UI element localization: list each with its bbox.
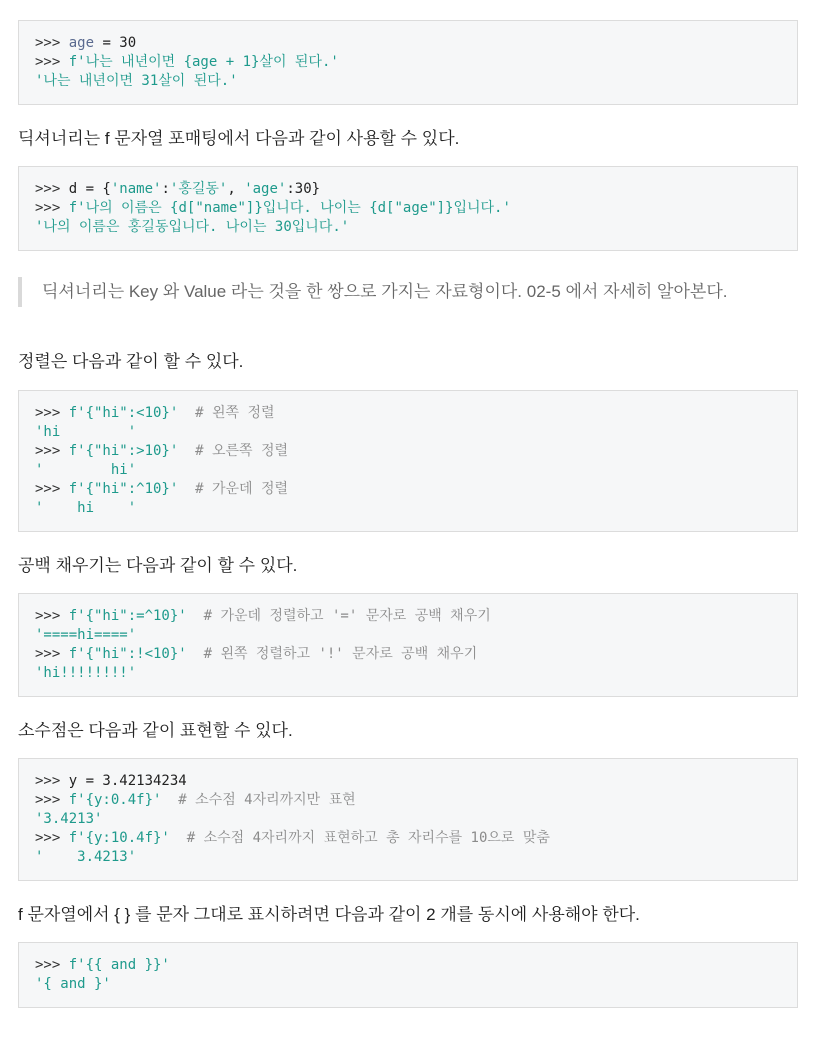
string-token: f'{y:0.4f}' bbox=[68, 792, 162, 808]
string-token: f'{y:10.4f}' bbox=[68, 830, 170, 846]
code-block-decimal bbox=[18, 758, 798, 881]
code-line bbox=[35, 791, 781, 810]
code-block-age bbox=[18, 20, 798, 105]
variable-token: age bbox=[68, 35, 95, 51]
paragraph-align-intro: 정렬은 다음과 같이 할 수 있다. bbox=[18, 352, 244, 371]
prompt-token: >>> bbox=[35, 646, 69, 662]
code-line bbox=[35, 626, 781, 645]
prompt-token: >>> bbox=[35, 181, 69, 197]
prompt-token: >>> bbox=[35, 481, 69, 497]
string-token: ' hi' bbox=[35, 462, 137, 478]
code-line bbox=[35, 664, 781, 683]
string-token: '홍길동' bbox=[169, 181, 228, 197]
string-token: f'{"hi":<10}' bbox=[68, 405, 179, 421]
comment-token: # 소수점 4자리까지 표현하고 총 자리수를 10으로 맞춤 bbox=[169, 830, 550, 846]
comment-token: # 가운데 정렬하고 '=' 문자로 공백 채우기 bbox=[186, 608, 491, 624]
code-block-braces bbox=[18, 942, 798, 1008]
paragraph-dict-intro: 딕셔너리는 f 문자열 포매팅에서 다음과 같이 사용할 수 있다. bbox=[18, 129, 460, 148]
string-token: f'{"hi":^10}' bbox=[68, 481, 179, 497]
code-token: :30} bbox=[286, 181, 321, 197]
string-token: f'나의 이름은 {d["name"]}입니다. 나이는 {d["age"]}입니다.' bbox=[68, 200, 511, 216]
string-token: 'hi ' bbox=[35, 424, 137, 440]
prompt-token: >>> bbox=[35, 405, 69, 421]
note-text: 딕셔너리는 Key 와 Value 라는 것을 한 쌍으로 가지는 자료형이다. 02-5 에서 자세히 알아본다. bbox=[42, 282, 728, 301]
code-line bbox=[35, 975, 781, 994]
paragraph-decimal-intro: 소수점은 다음과 같이 표현할 수 있다. bbox=[18, 721, 293, 740]
code-token: , bbox=[227, 181, 245, 197]
comment-token: # 왼쪽 정렬 bbox=[178, 405, 275, 421]
code-line bbox=[35, 53, 781, 72]
code-line bbox=[35, 442, 781, 461]
code-line bbox=[35, 829, 781, 848]
prompt-token: >>> bbox=[35, 35, 69, 51]
string-token: 'name' bbox=[110, 181, 162, 197]
code-block-fill bbox=[18, 593, 798, 697]
code-block-align bbox=[18, 390, 798, 532]
string-token: f'{"hi":=^10}' bbox=[68, 608, 187, 624]
code-line bbox=[35, 810, 781, 829]
code-line bbox=[35, 645, 781, 664]
code-line bbox=[35, 404, 781, 423]
string-token: 'hi!!!!!!!!' bbox=[35, 665, 137, 681]
comment-token: # 가운데 정렬 bbox=[178, 481, 289, 497]
comment-token: # 왼쪽 정렬하고 '!' 문자로 공백 채우기 bbox=[186, 646, 478, 662]
note-blockquote bbox=[18, 277, 727, 307]
prompt-token: >>> bbox=[35, 792, 69, 808]
prompt-token: >>> bbox=[35, 608, 69, 624]
code-line bbox=[35, 218, 781, 237]
code-line bbox=[35, 772, 781, 791]
code-line bbox=[35, 199, 781, 218]
paragraph-fill-intro: 공백 채우기는 다음과 같이 할 수 있다. bbox=[18, 556, 298, 575]
comment-token: # 소수점 4자리까지만 표현 bbox=[161, 792, 356, 808]
code-token: = 30 bbox=[94, 35, 137, 51]
comment-token: # 오른쪽 정렬 bbox=[178, 443, 289, 459]
string-token: f'{"hi":>10}' bbox=[68, 443, 179, 459]
string-token: f'{"hi":!<10}' bbox=[68, 646, 187, 662]
string-token: '나는 내년이면 31살이 된다.' bbox=[35, 73, 238, 89]
prompt-token: >>> bbox=[35, 200, 69, 216]
code-line bbox=[35, 499, 781, 518]
code-line bbox=[35, 480, 781, 499]
string-token: '나의 이름은 홍길동입니다. 나이는 30입니다.' bbox=[35, 219, 350, 235]
paragraph-braces-intro: f 문자열에서 { } 를 문자 그대로 표시하려면 다음과 같이 2 개를 동시에 사용해야 한다. bbox=[18, 905, 640, 924]
code-line bbox=[35, 34, 781, 53]
string-token: ' hi ' bbox=[35, 500, 137, 516]
code-line bbox=[35, 423, 781, 442]
code-line bbox=[35, 956, 781, 975]
code-line bbox=[35, 72, 781, 91]
string-token: f'{{ and }}' bbox=[68, 957, 170, 973]
string-token: '3.4213' bbox=[35, 811, 103, 827]
string-token: 'age' bbox=[244, 181, 287, 197]
code-token: : bbox=[161, 181, 170, 197]
prompt-token: >>> bbox=[35, 54, 69, 70]
code-line bbox=[35, 607, 781, 626]
prompt-token: >>> bbox=[35, 957, 69, 973]
code-token: y = 3.42134234 bbox=[68, 773, 187, 789]
string-token: '====hi====' bbox=[35, 627, 137, 643]
prompt-token: >>> bbox=[35, 830, 69, 846]
prompt-token: >>> bbox=[35, 443, 69, 459]
code-line bbox=[35, 461, 781, 480]
string-token: ' 3.4213' bbox=[35, 849, 137, 865]
code-block-dict bbox=[18, 166, 798, 251]
string-token: f'나는 내년이면 {age + 1}살이 된다.' bbox=[68, 54, 339, 70]
code-token: d = { bbox=[68, 181, 111, 197]
code-line bbox=[35, 848, 781, 867]
prompt-token: >>> bbox=[35, 773, 69, 789]
code-line bbox=[35, 180, 781, 199]
string-token: '{ and }' bbox=[35, 976, 111, 992]
